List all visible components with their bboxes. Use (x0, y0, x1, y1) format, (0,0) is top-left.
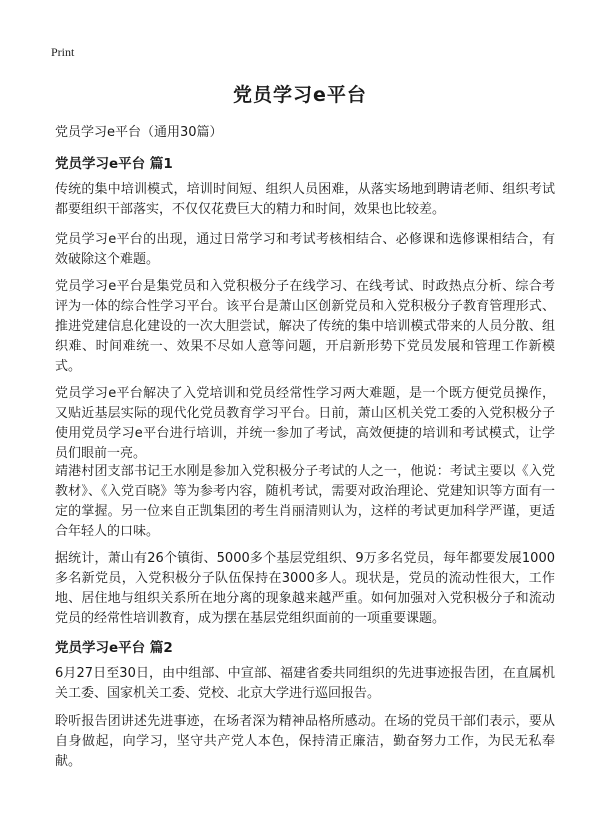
document-title: 党员学习e平台 (233, 84, 367, 106)
paragraph: 据统计，萧山有26个镇街、5000多个基层党组织、9万多名党员，每年都要发展1000多名新党员，入党积极分子队伍保持在3000多人。现状是，党员的流动性很大，工作地、居住地与组织关系所在地分离的现象越来越严重。如何加强对入党积极分子和流动党员的经常性培训教育，成为摆在基层党组织面前的一项重要课题。 (55, 551, 555, 626)
print-link[interactable]: Print (51, 45, 75, 59)
paragraph: 党员学习e平台的出现，通过日常学习和考试考核相结合、必修课和选修课相结合，有效破除这个难题。 (55, 232, 555, 267)
document-subtitle: 党员学习e平台（通用30篇） (55, 125, 223, 140)
paragraph: 党员学习e平台是集党员和入党积极分子在线学习、在线考试、时政热点分析、综合考评为一体的综合性学习平台。该平台是萧山区创新党员和入党积极分子教育管理形式、推进党建信息化建设的一次大胆尝试，解决了传统的集中培训模式带来的人员分散、组织难、时间难统一、效果不尽如人意等问题，开启新形势下党员发展和管理工作新模式。 (55, 279, 555, 374)
paragraph: 传统的集中培训模式，培训时间短、组织人员困难，从落实场地到聘请老师、组织考试都要组织干部落实，不仅仅花费巨大的精力和时间，效果也比较差。 (55, 182, 555, 217)
section-heading-2: 党员学习e平台 篇2 (55, 640, 173, 656)
paragraph: 党员学习e平台解决了入党培训和党员经常性学习两大难题，是一个既方便党员操作，又贴近基层实际的现代化党员教育学习平台。日前，萧山区机关党工委的入党积极分子使用党员学习e平台进行培训，并统一参加了考试，高效便捷的培训和考试模式，让学员们眼前一亮。 (55, 386, 555, 461)
section-heading-1: 党员学习e平台 篇1 (55, 156, 173, 172)
paragraph: 靖港村团支部书记王水刚是参加入党积极分子考试的人之一，他说：考试主要以《入党教材》、《入党百晓》等为参考内容，随机考试，需要对政治理论、党建知识等方面有一定的掌握。另一位来自正凯集团的考生肖丽清则认为，这样的考试更加科学严谨，更适合年轻人的口味。 (55, 464, 555, 539)
paragraph: 6月27日至30日，由中组部、中宣部、福建省委共同组织的先进事迹报告团，在直属机关工委、国家机关工委、党校、北京大学进行巡回报告。 (55, 666, 555, 701)
paragraph: 聆听报告团讲述先进事迹，在场者深为精神品格所感动。在场的党员干部们表示，要从自身做起，向学习，坚守共产党人本色，保持清正廉洁，勤奋努力工作，为民无私奉献。 (55, 714, 555, 769)
